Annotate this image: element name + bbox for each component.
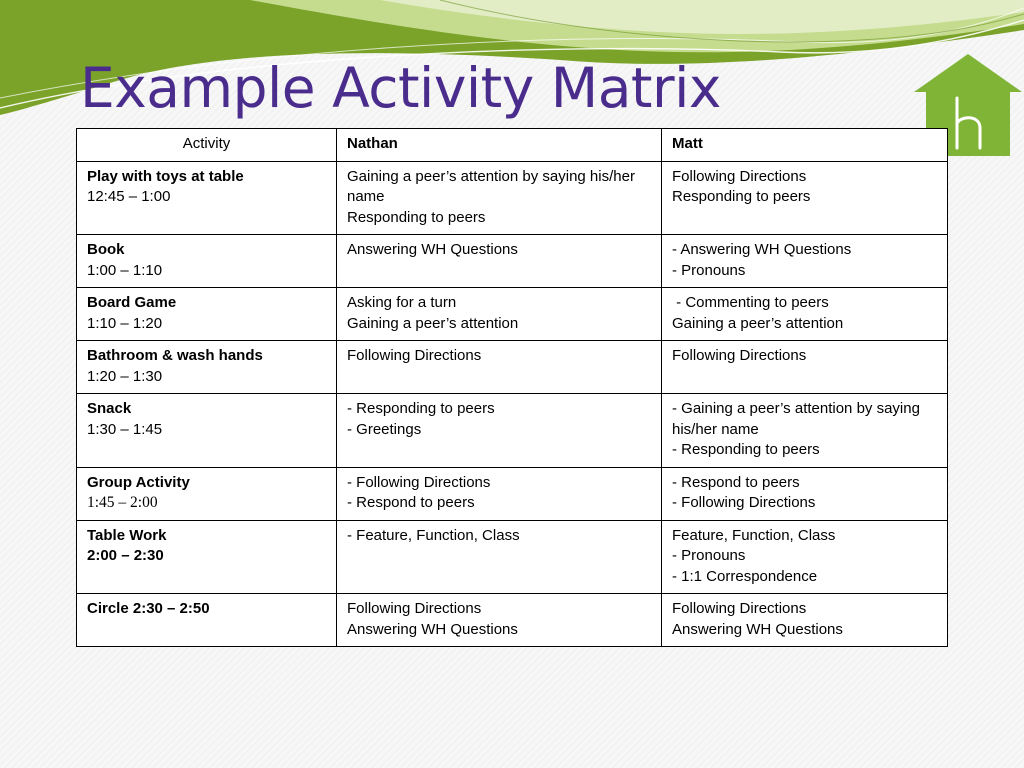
nathan-cell — [337, 394, 662, 468]
activity-name: Board Game — [87, 294, 177, 311]
goal-item: - Gaining a peer’s attention by saying his/her name — [672, 400, 920, 438]
table-header-row — [77, 129, 948, 162]
activity-cell — [77, 520, 337, 594]
activity-name: Bathroom & wash hands — [87, 347, 263, 364]
activity-name: Table Work — [87, 526, 167, 544]
goal-item: Following Directions — [672, 347, 807, 364]
activity-time: 1:10 – 1:20 — [87, 314, 163, 332]
nathan-cell — [337, 341, 662, 394]
goal-item: Responding to peers — [347, 208, 486, 226]
activity-time: 2:00 – 2:30 — [87, 547, 164, 564]
matt-cell — [662, 394, 948, 468]
matt-cell — [662, 235, 948, 288]
activity-time: 1:00 – 1:10 — [87, 261, 163, 279]
table-row — [77, 288, 948, 341]
activity-time: 12:45 – 1:00 — [87, 188, 171, 205]
table-row — [77, 235, 948, 288]
header-activity: Activity — [77, 129, 337, 162]
activity-name: Group Activity — [87, 473, 190, 491]
matt-cell — [662, 467, 948, 520]
goal-item: - Greetings — [347, 420, 422, 438]
matt-cell — [662, 161, 948, 235]
goal-item: Asking for a turn — [347, 294, 457, 311]
activity-cell — [77, 288, 337, 341]
nathan-cell — [337, 235, 662, 288]
activity-name: Snack — [87, 400, 132, 417]
activity-time: 1:45 – 2:00 — [87, 494, 158, 511]
activity-name: Circle 2:30 – 2:50 — [87, 600, 210, 617]
page-title: Example Activity Matrix — [80, 56, 721, 120]
goal-item: - 1:1 Correspondence — [672, 567, 818, 585]
matt-cell — [662, 288, 948, 341]
goal-item: Answering WH Questions — [347, 241, 518, 258]
goal-item: - Following Directions — [347, 473, 491, 491]
goal-item: - Pronouns — [672, 547, 746, 564]
header-nathan: Nathan — [337, 129, 662, 162]
goal-item: - Answering WH Questions — [672, 241, 852, 258]
goal-item: Following Directions — [347, 347, 482, 364]
activity-name: Book — [87, 241, 125, 258]
activity-cell — [77, 341, 337, 394]
matt-cell — [662, 520, 948, 594]
activity-cell — [77, 467, 337, 520]
table-row — [77, 520, 948, 594]
goal-item: - Responding to peers — [347, 400, 495, 417]
goal-item: - Feature, Function, Class — [347, 526, 520, 544]
nathan-cell — [337, 467, 662, 520]
table-row — [77, 594, 948, 647]
goal-item: Gaining a peer’s attention by saying his/her name — [347, 167, 635, 205]
nathan-cell — [337, 288, 662, 341]
activity-cell — [77, 594, 337, 647]
nathan-cell — [337, 594, 662, 647]
activity-matrix-table — [76, 128, 948, 647]
goal-item: - Respond to peers — [672, 473, 800, 491]
activity-name: Play with toys at table — [87, 167, 244, 185]
table-row — [77, 394, 948, 468]
goal-item: - Pronouns — [672, 261, 746, 279]
nathan-cell — [337, 161, 662, 235]
activity-cell — [77, 235, 337, 288]
goal-item: - Respond to peers — [347, 494, 475, 511]
goal-item: Answering WH Questions — [672, 620, 843, 638]
goal-item: - Commenting to peers — [672, 294, 829, 311]
activity-time: 1:30 – 1:45 — [87, 420, 163, 438]
header-matt: Matt — [662, 129, 948, 162]
goal-item: - Responding to peers — [672, 441, 820, 458]
goal-item: Gaining a peer’s attention — [347, 314, 519, 332]
goal-item: Following Directions — [347, 600, 482, 617]
goal-item: Answering WH Questions — [347, 620, 518, 638]
goal-item: Responding to peers — [672, 188, 811, 205]
activity-cell — [77, 161, 337, 235]
table-row — [77, 161, 948, 235]
table-row — [77, 341, 948, 394]
nathan-cell — [337, 520, 662, 594]
activity-cell — [77, 394, 337, 468]
goal-item: Feature, Function, Class — [672, 526, 836, 544]
table-row — [77, 467, 948, 520]
goal-item: Following Directions — [672, 167, 807, 185]
goal-item: Gaining a peer’s attention — [672, 314, 844, 332]
goal-item: - Following Directions — [672, 494, 816, 511]
activity-time: 1:20 – 1:30 — [87, 367, 163, 385]
matt-cell — [662, 341, 948, 394]
goal-item: Following Directions — [672, 600, 807, 617]
matt-cell — [662, 594, 948, 647]
